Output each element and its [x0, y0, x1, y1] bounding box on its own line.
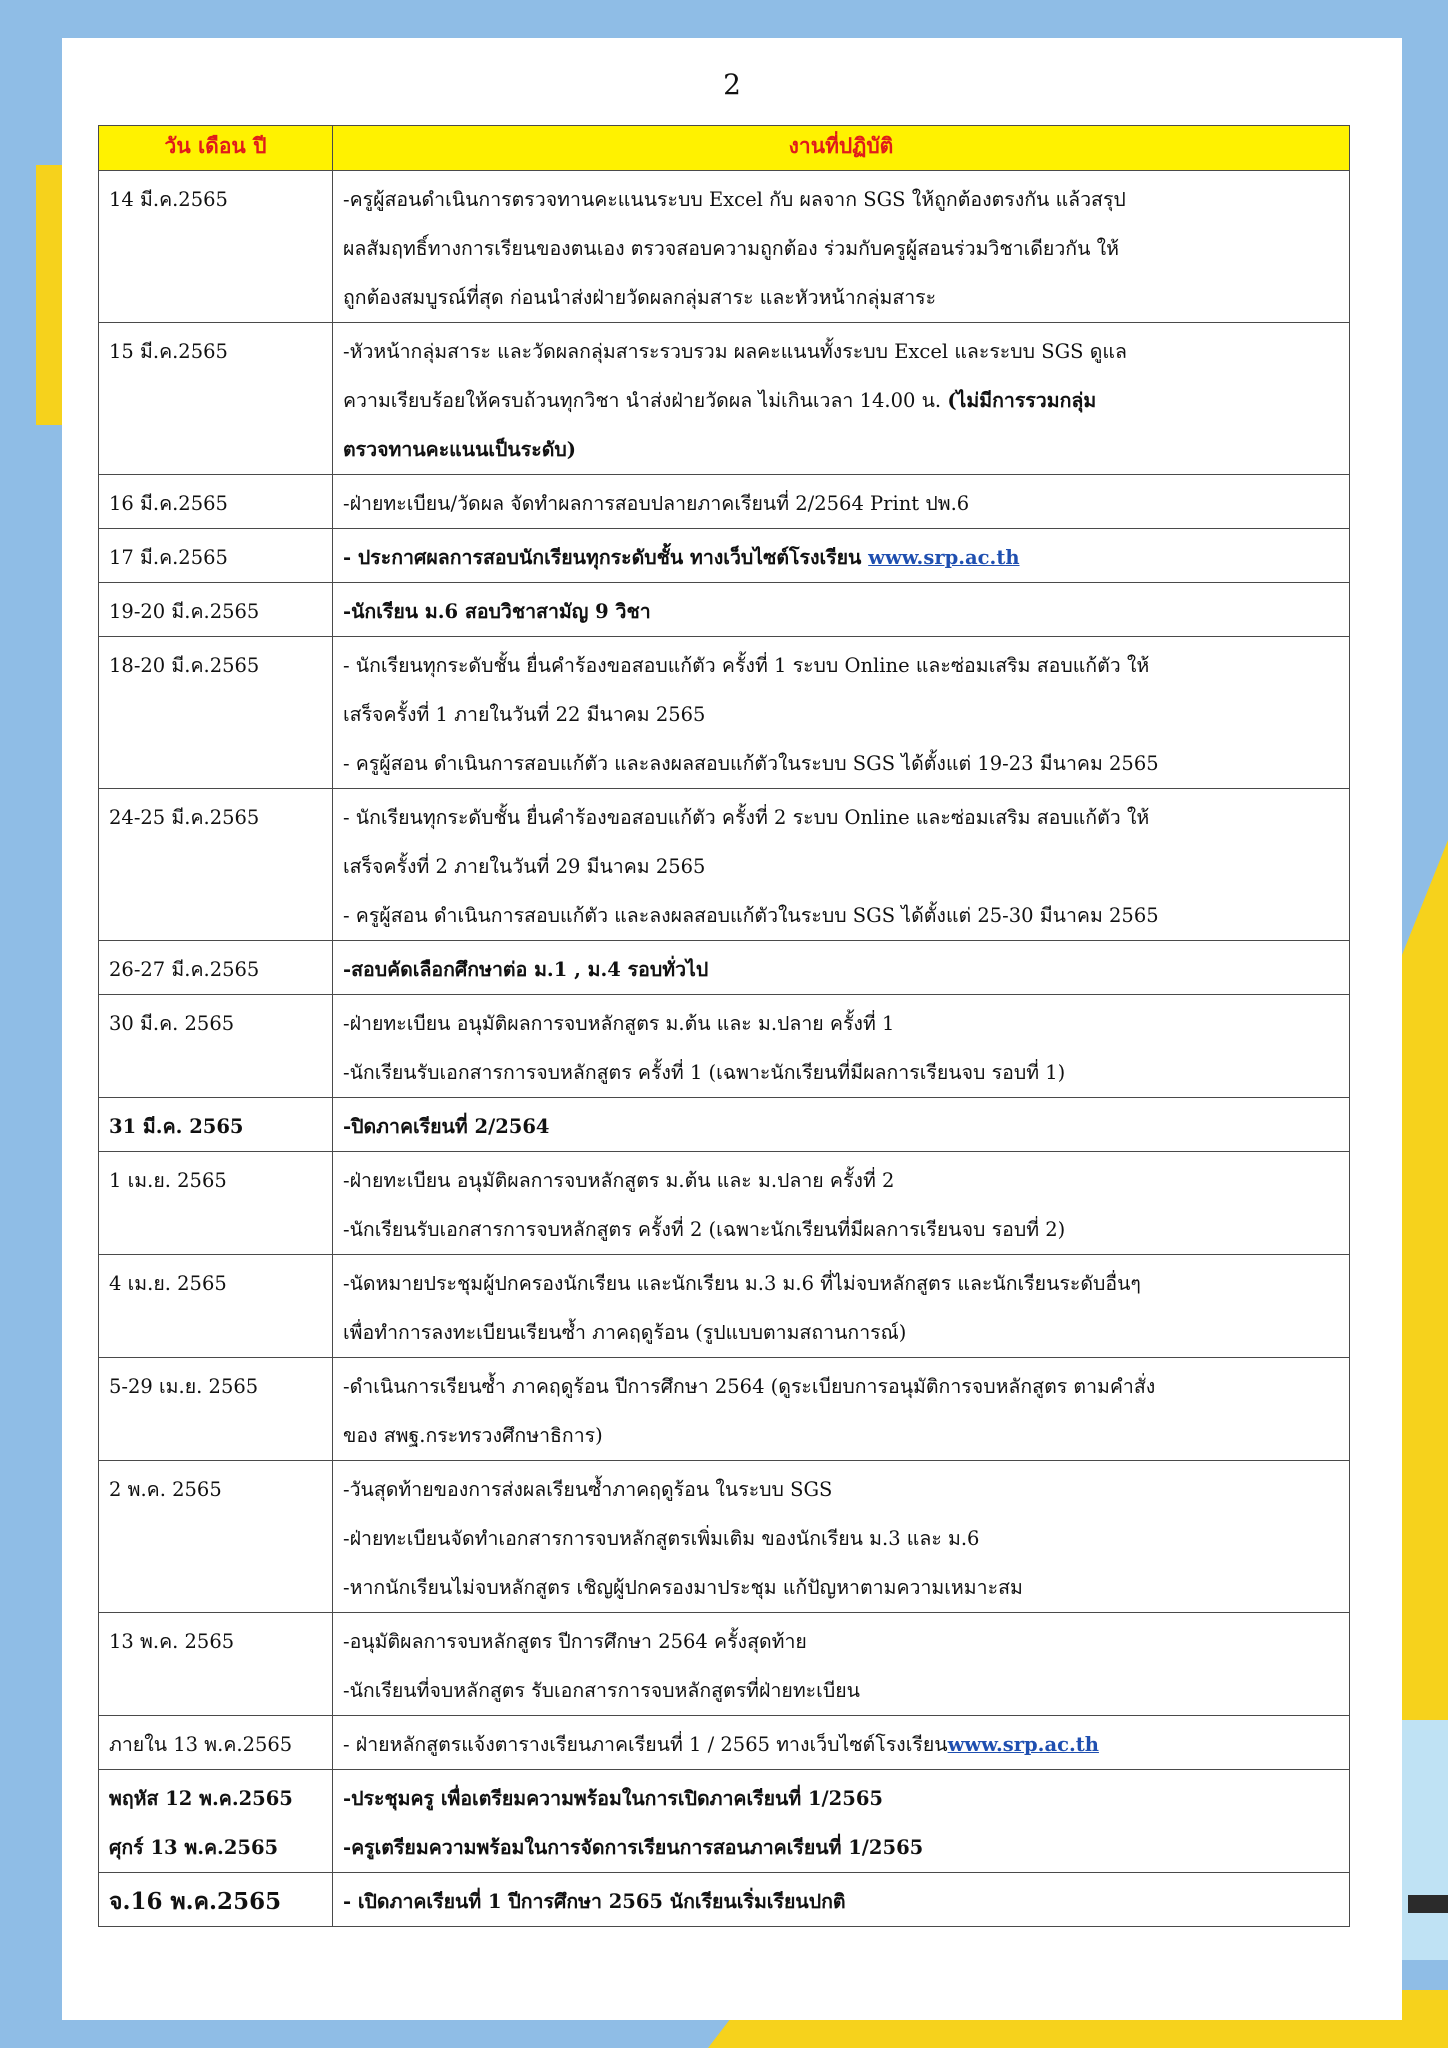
task-line: - เปิดภาคเรียนที่ 1 ปีการศึกษา 2565 นักเรียนเริ่มเรียนปกติ — [343, 1890, 846, 1913]
task-line: -ครูเตรียมความพร้อมในการจัดการเรียนการสอนภาคเรียนที่ 1/2565 — [343, 1836, 924, 1859]
table-row — [99, 1098, 1350, 1152]
row-date: 18-20 มี.ค.2565 — [99, 637, 333, 789]
date-line: ศุกร์ 13 พ.ค.2565 — [109, 1836, 279, 1859]
task-line: - ครูผู้สอน ดำเนินการสอบแก้ตัว และลงผลสอบแก้ตัวในระบบ SGS ได้ตั้งแต่ 19-23 มีนาคม 2565 — [343, 752, 1159, 775]
task-line: -ปิดภาคเรียนที่ 2/2564 — [343, 1115, 550, 1138]
task-line: -ฝ่ายทะเบียนจัดทำเอกสารการจบหลักสูตรเพิ่มเติม ของนักเรียน ม.3 และ ม.6 — [343, 1527, 980, 1550]
row-task — [333, 637, 1350, 789]
row-task — [333, 1770, 1350, 1873]
task-line: -สอบคัดเลือกศึกษาต่อ ม.1 , ม.4 รอบทั่วไป — [343, 958, 709, 981]
table-row — [99, 637, 1350, 789]
task-line: -นักเรียนที่จบหลักสูตร รับเอกสารการจบหลักสูตรที่ฝ่ายทะเบียน — [343, 1679, 860, 1702]
page-number: 2 — [723, 68, 741, 101]
schedule-table — [98, 125, 1350, 1927]
row-task — [333, 475, 1350, 529]
row-date — [99, 1770, 333, 1873]
row-task — [333, 171, 1350, 323]
task-line: เสร็จครั้งที่ 2 ภายในวันที่ 29 มีนาคม 2565 — [343, 855, 706, 878]
row-date: 30 มี.ค. 2565 — [99, 995, 333, 1098]
row-date: 19-20 มี.ค.2565 — [99, 583, 333, 637]
row-date: 26-27 มี.ค.2565 — [99, 941, 333, 995]
task-note-bold: (ไม่มีการรวมกลุ่ม — [947, 389, 1097, 412]
website-link[interactable]: www.srp.ac.th — [868, 546, 1020, 569]
table-row — [99, 1255, 1350, 1358]
task-line: -ครูผู้สอนดำเนินการตรวจทานคะแนนระบบ Excel กับ ผลจาก SGS ให้ถูกต้องตรงกัน แล้วสรุป — [343, 188, 1126, 211]
task-text: ความเรียบร้อยให้ครบถ้วนทุกวิชา นำส่งฝ่ายวัดผล ไม่เกินเวลา 14.00 น. — [343, 389, 948, 412]
table-row — [99, 475, 1350, 529]
task-line: - ครูผู้สอน ดำเนินการสอบแก้ตัว และลงผลสอบแก้ตัวในระบบ SGS ได้ตั้งแต่ 25-30 มีนาคม 2565 — [343, 904, 1159, 927]
website-link[interactable]: www.srp.ac.th — [947, 1733, 1099, 1756]
decor-dark-strip — [1408, 1895, 1448, 1913]
task-line: -ประชุมครู เพื่อเตรียมความพร้อมในการเปิดภาคเรียนที่ 1/2565 — [343, 1787, 883, 1810]
row-date: 14 มี.ค.2565 — [99, 171, 333, 323]
task-line: ตรวจทานคะแนนเป็นระดับ) — [343, 438, 576, 461]
table-row — [99, 171, 1350, 323]
table-row — [99, 1152, 1350, 1255]
table-header-row — [99, 126, 1350, 171]
task-line: -หัวหน้ากลุ่มสาระ และวัดผลกลุ่มสาระรวบรวม ผลคะแนนทั้งระบบ Excel และระบบ SGS ดูแล — [343, 340, 1127, 363]
row-task — [333, 583, 1350, 637]
row-date: 1 เม.ย. 2565 — [99, 1152, 333, 1255]
task-line: - นักเรียนทุกระดับชั้น ยื่นคำร้องขอสอบแก้ตัว ครั้งที่ 2 ระบบ Online และซ่อมเสริม สอบแก้ตัว ให้ — [343, 806, 1150, 829]
row-task — [333, 995, 1350, 1098]
date-line: พฤหัส 12 พ.ค.2565 — [109, 1787, 293, 1810]
row-task — [333, 789, 1350, 941]
table-row — [99, 583, 1350, 637]
row-date: ภายใน 13 พ.ค.2565 — [99, 1716, 333, 1770]
task-line — [343, 1720, 1341, 1769]
task-line: ผลสัมฤทธิ์ทางการเรียนของตนเอง ตรวจสอบความถูกต้อง ร่วมกับครูผู้สอนร่วมวิชาเดียวกัน ให้ — [343, 237, 1119, 260]
row-task — [333, 529, 1350, 583]
task-line: -นักเรียนรับเอกสารการจบหลักสูตร ครั้งที่ 1 (เฉพาะนักเรียนที่มีผลการเรียนจบ รอบที่ 1) — [343, 1061, 1066, 1084]
task-line: -อนุมัติผลการจบหลักสูตร ปีการศึกษา 2564 ครั้งสุดท้าย — [343, 1630, 807, 1653]
table-row — [99, 1613, 1350, 1716]
row-date: 24-25 มี.ค.2565 — [99, 789, 333, 941]
task-line: -ดำเนินการเรียนซ้ำ ภาคฤดูร้อน ปีการศึกษา 2564 (ดูระเบียบการอนุมัติการจบหลักสูตร ตามคำสั่ง — [343, 1375, 1156, 1398]
row-task — [333, 1152, 1350, 1255]
row-task — [333, 1461, 1350, 1613]
task-line: เสร็จครั้งที่ 1 ภายในวันที่ 22 มีนาคม 2565 — [343, 703, 706, 726]
task-line: -นักเรียนรับเอกสารการจบหลักสูตร ครั้งที่ 2 (เฉพาะนักเรียนที่มีผลการเรียนจบ รอบที่ 2) — [343, 1218, 1066, 1241]
table-row — [99, 1770, 1350, 1873]
row-date: 15 มี.ค.2565 — [99, 323, 333, 475]
task-line: -หากนักเรียนไม่จบหลักสูตร เชิญผู้ปกครองมาประชุม แก้ปัญหาตามความเหมาะสม — [343, 1576, 1023, 1599]
row-task — [333, 1873, 1350, 1927]
task-line: -นักเรียน ม.6 สอบวิชาสามัญ 9 วิชา — [343, 600, 651, 623]
task-line — [343, 533, 1341, 582]
task-line: -ฝ่ายทะเบียน/วัดผล จัดทำผลการสอบปลายภาคเรียนที่ 2/2564 Print ปพ.6 — [343, 492, 970, 515]
row-task — [333, 1358, 1350, 1461]
table-row — [99, 995, 1350, 1098]
table-row — [99, 1461, 1350, 1613]
header-task: งานที่ปฏิบัติ — [333, 126, 1350, 171]
row-task — [333, 1716, 1350, 1770]
row-date: 4 เม.ย. 2565 — [99, 1255, 333, 1358]
task-line: -ฝ่ายทะเบียน อนุมัติผลการจบหลักสูตร ม.ต้น และ ม.ปลาย ครั้งที่ 1 — [343, 1012, 895, 1035]
task-line — [343, 376, 1341, 425]
task-line: -นัดหมายประชุมผู้ปกครองนักเรียน และนักเรียน ม.3 ม.6 ที่ไม่จบหลักสูตร และนักเรียนระดับอื่นๆ — [343, 1272, 1141, 1295]
row-date: 13 พ.ค. 2565 — [99, 1613, 333, 1716]
row-task — [333, 941, 1350, 995]
row-date: 5-29 เม.ย. 2565 — [99, 1358, 333, 1461]
table-row — [99, 323, 1350, 475]
row-date: จ.16 พ.ค.2565 — [99, 1873, 333, 1927]
task-line: -ฝ่ายทะเบียน อนุมัติผลการจบหลักสูตร ม.ต้น และ ม.ปลาย ครั้งที่ 2 — [343, 1169, 895, 1192]
row-task — [333, 1255, 1350, 1358]
table-row — [99, 529, 1350, 583]
table-row — [99, 789, 1350, 941]
task-line: ถูกต้องสมบูรณ์ที่สุด ก่อนนำส่งฝ่ายวัดผลกลุ่มสาระ และหัวหน้ากลุ่มสาระ — [343, 286, 937, 309]
task-text: - ฝ่ายหลักสูตรแจ้งตารางเรียนภาคเรียนที่ 1 / 2565 ทางเว็บไซต์โรงเรียน — [343, 1733, 948, 1756]
task-text: - ประกาศผลการสอบนักเรียนทุกระดับชั้น ทางเว็บไซต์โรงเรียน — [343, 546, 869, 569]
row-date: 31 มี.ค. 2565 — [99, 1098, 333, 1152]
header-date: วัน เดือน ปี — [99, 126, 333, 171]
document-page — [62, 38, 1402, 2020]
table-row — [99, 1358, 1350, 1461]
row-task — [333, 323, 1350, 475]
row-task — [333, 1613, 1350, 1716]
row-date: 2 พ.ค. 2565 — [99, 1461, 333, 1613]
row-date: 16 มี.ค.2565 — [99, 475, 333, 529]
table-row — [99, 1873, 1350, 1927]
task-line: ของ สพฐ.กระทรวงศึกษาธิการ) — [343, 1424, 603, 1447]
row-task — [333, 1098, 1350, 1152]
table-row — [99, 1716, 1350, 1770]
row-date: 17 มี.ค.2565 — [99, 529, 333, 583]
task-line: - นักเรียนทุกระดับชั้น ยื่นคำร้องขอสอบแก้ตัว ครั้งที่ 1 ระบบ Online และซ่อมเสริม สอบแก้ตัว ให้ — [343, 654, 1150, 677]
table-row — [99, 941, 1350, 995]
task-line: -วันสุดท้ายของการส่งผลเรียนซ้ำภาคฤดูร้อน ในระบบ SGS — [343, 1478, 833, 1501]
decor-pale-blue-strip — [1396, 1720, 1448, 1960]
task-line: เพื่อทำการลงทะเบียนเรียนซ้ำ ภาคฤดูร้อน (รูปแบบตามสถานการณ์) — [343, 1321, 907, 1344]
